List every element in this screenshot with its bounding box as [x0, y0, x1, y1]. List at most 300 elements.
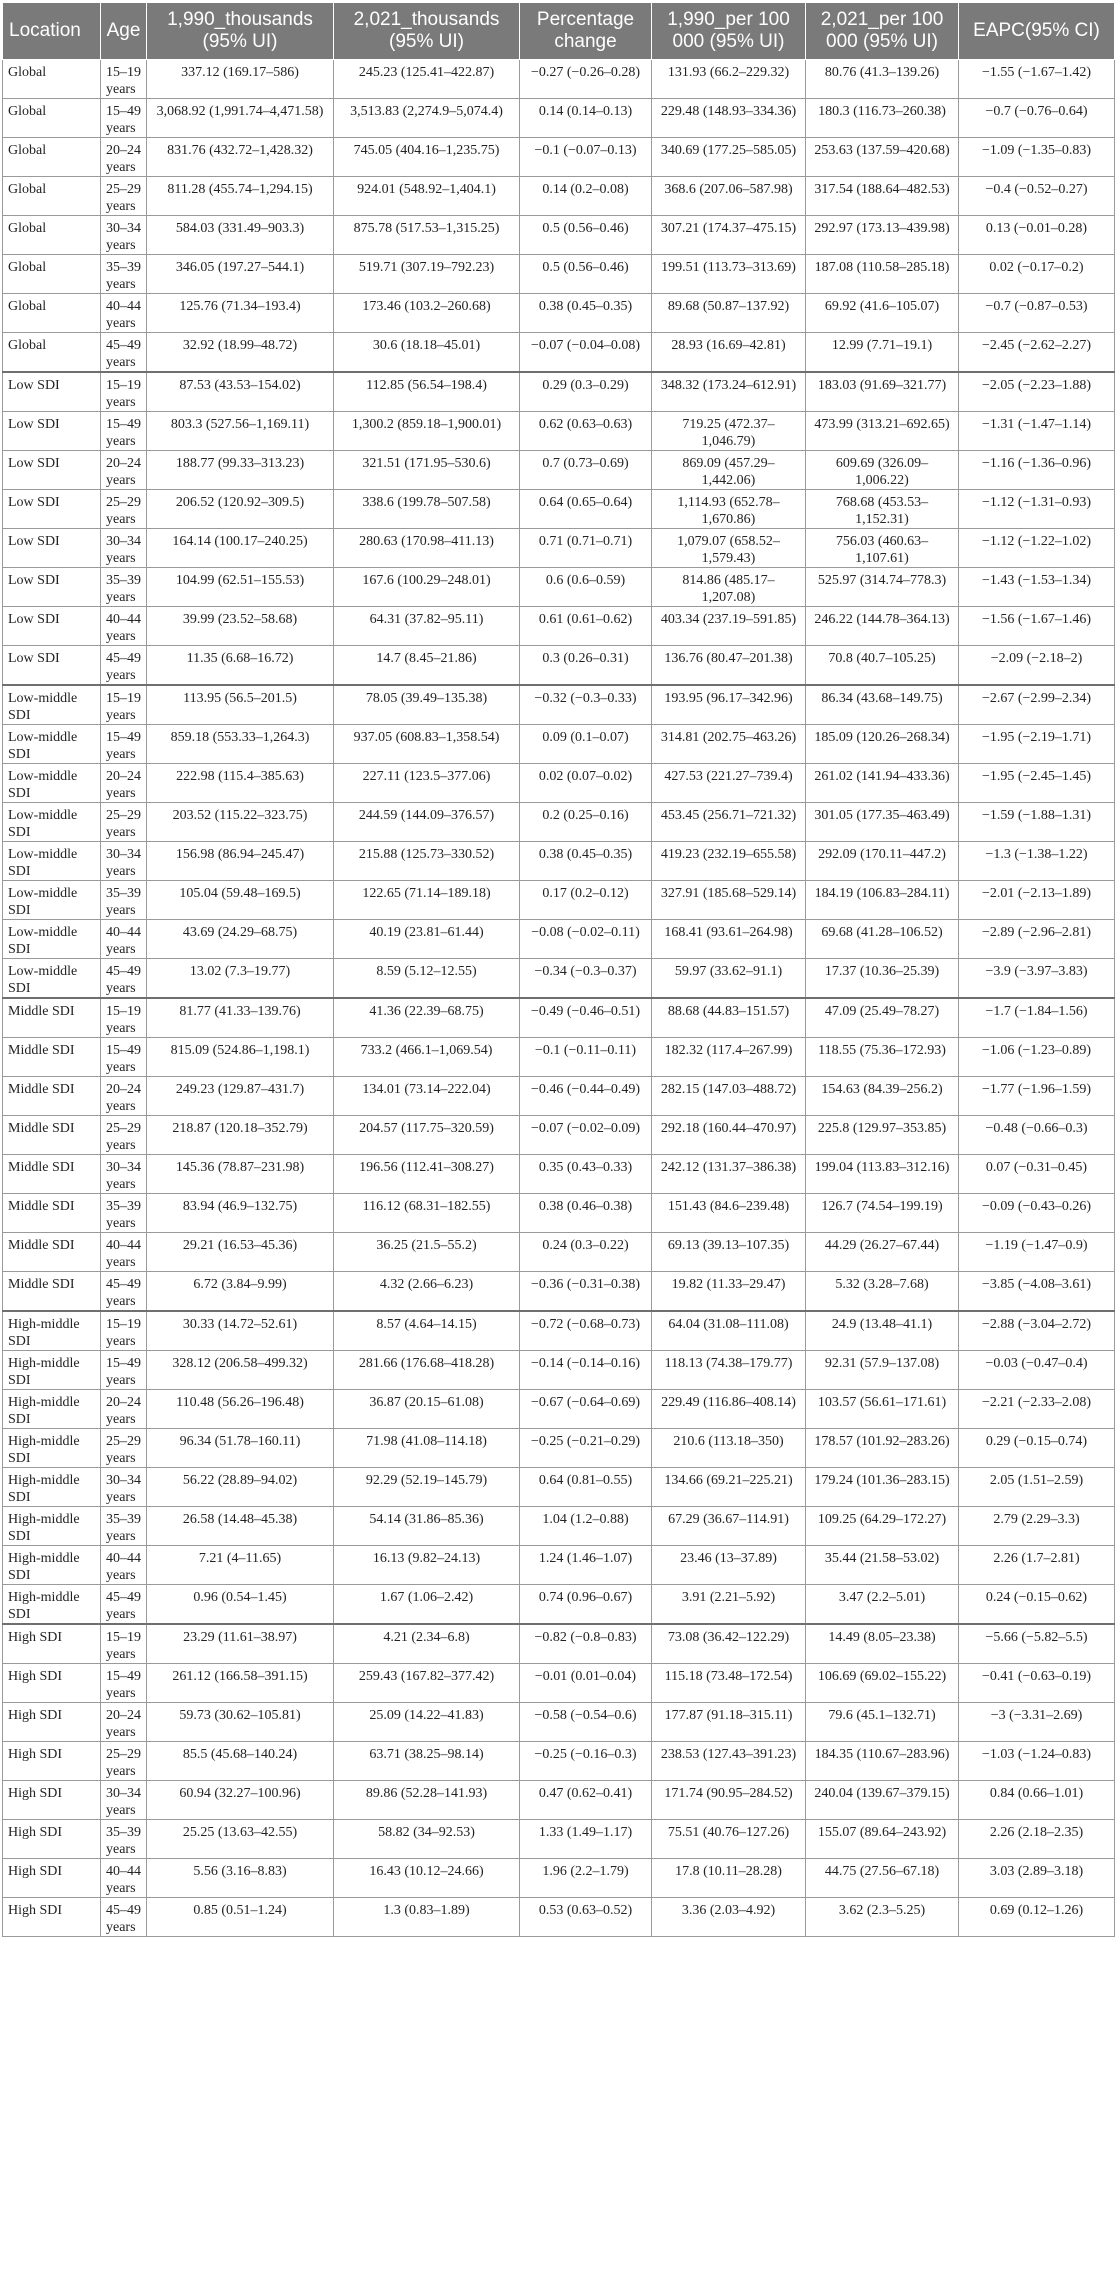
- cell-age: 40–44 years: [101, 294, 147, 333]
- cell-2021-per-100000: 47.09 (25.49–78.27): [806, 998, 959, 1038]
- cell-location: High-middle SDI: [3, 1311, 101, 1351]
- cell-eapc: −0.7 (−0.87–0.53): [959, 294, 1115, 333]
- cell-percentage-change: 0.17 (0.2–0.12): [520, 881, 652, 920]
- cell-eapc: −5.66 (−5.82–5.5): [959, 1624, 1115, 1664]
- cell-2021-per-100000: 69.92 (41.6–105.07): [806, 294, 959, 333]
- cell-1990-per-100000: 134.66 (69.21–225.21): [652, 1468, 806, 1507]
- cell-location: Low-middle SDI: [3, 959, 101, 999]
- cell-2021-per-100000: 44.29 (26.27–67.44): [806, 1233, 959, 1272]
- cell-2021-thousands: 173.46 (103.2–260.68): [334, 294, 520, 333]
- cell-1990-per-100000: 118.13 (74.38–179.77): [652, 1351, 806, 1390]
- cell-location: High SDI: [3, 1820, 101, 1859]
- table-row: [3, 881, 1115, 920]
- cell-eapc: −1.7 (−1.84–1.56): [959, 998, 1115, 1038]
- cell-2021-thousands: 36.25 (21.5–55.2): [334, 1233, 520, 1272]
- cell-2021-per-100000: 35.44 (21.58–53.02): [806, 1546, 959, 1585]
- cell-2021-per-100000: 154.63 (84.39–256.2): [806, 1077, 959, 1116]
- cell-2021-thousands: 4.32 (2.66–6.23): [334, 1272, 520, 1312]
- cell-1990-per-100000: 67.29 (36.67–114.91): [652, 1507, 806, 1546]
- table-row: [3, 1742, 1115, 1781]
- cell-2021-thousands: 58.82 (34–92.53): [334, 1820, 520, 1859]
- cell-2021-per-100000: 178.57 (101.92–283.26): [806, 1429, 959, 1468]
- cell-percentage-change: −0.25 (−0.16–0.3): [520, 1742, 652, 1781]
- table-row: [3, 1233, 1115, 1272]
- cell-percentage-change: −0.72 (−0.68–0.73): [520, 1311, 652, 1351]
- cell-1990-per-100000: 719.25 (472.37–1,046.79): [652, 412, 806, 451]
- cell-2021-per-100000: 92.31 (57.9–137.08): [806, 1351, 959, 1390]
- cell-age: 20–24 years: [101, 138, 147, 177]
- cell-1990-per-100000: 419.23 (232.19–655.58): [652, 842, 806, 881]
- cell-age: 15–49 years: [101, 412, 147, 451]
- cell-eapc: 0.07 (−0.31–0.45): [959, 1155, 1115, 1194]
- cell-1990-thousands: 81.77 (41.33–139.76): [147, 998, 334, 1038]
- cell-2021-thousands: 937.05 (608.83–1,358.54): [334, 725, 520, 764]
- cell-age: 45–49 years: [101, 646, 147, 686]
- cell-2021-thousands: 1,300.2 (859.18–1,900.01): [334, 412, 520, 451]
- cell-1990-per-100000: 64.04 (31.08–111.08): [652, 1311, 806, 1351]
- cell-2021-per-100000: 184.35 (110.67–283.96): [806, 1742, 959, 1781]
- header-2021-thousands: 2,021_thousands (95% UI): [334, 3, 520, 60]
- cell-age: 15–49 years: [101, 99, 147, 138]
- cell-percentage-change: 1.24 (1.46–1.07): [520, 1546, 652, 1585]
- cell-age: 30–34 years: [101, 216, 147, 255]
- cell-location: High SDI: [3, 1664, 101, 1703]
- cell-percentage-change: 0.14 (0.14–0.13): [520, 99, 652, 138]
- cell-eapc: −2.67 (−2.99–2.34): [959, 685, 1115, 725]
- cell-1990-per-100000: 59.97 (33.62–91.1): [652, 959, 806, 999]
- cell-1990-thousands: 39.99 (23.52–58.68): [147, 607, 334, 646]
- cell-2021-thousands: 122.65 (71.14–189.18): [334, 881, 520, 920]
- cell-2021-thousands: 338.6 (199.78–507.58): [334, 490, 520, 529]
- cell-age: 40–44 years: [101, 1546, 147, 1585]
- cell-2021-per-100000: 184.19 (106.83–284.11): [806, 881, 959, 920]
- cell-eapc: −0.09 (−0.43–0.26): [959, 1194, 1115, 1233]
- cell-eapc: 2.05 (1.51–2.59): [959, 1468, 1115, 1507]
- cell-1990-per-100000: 3.91 (2.21–5.92): [652, 1585, 806, 1625]
- cell-age: 15–49 years: [101, 1664, 147, 1703]
- cell-percentage-change: 0.71 (0.71–0.71): [520, 529, 652, 568]
- cell-1990-thousands: 59.73 (30.62–105.81): [147, 1703, 334, 1742]
- cell-1990-thousands: 104.99 (62.51–155.53): [147, 568, 334, 607]
- table-row: [3, 255, 1115, 294]
- cell-percentage-change: 0.64 (0.81–0.55): [520, 1468, 652, 1507]
- table-row: [3, 1311, 1115, 1351]
- cell-location: Global: [3, 99, 101, 138]
- header-1990-thousands: 1,990_thousands (95% UI): [147, 3, 334, 60]
- cell-location: Low SDI: [3, 646, 101, 686]
- cell-1990-thousands: 249.23 (129.87–431.7): [147, 1077, 334, 1116]
- cell-1990-thousands: 815.09 (524.86–1,198.1): [147, 1038, 334, 1077]
- table-row: [3, 568, 1115, 607]
- cell-1990-thousands: 85.5 (45.68–140.24): [147, 1742, 334, 1781]
- cell-2021-per-100000: 103.57 (56.61–171.61): [806, 1390, 959, 1429]
- table-row: [3, 294, 1115, 333]
- cell-percentage-change: −0.1 (−0.07–0.13): [520, 138, 652, 177]
- cell-location: Middle SDI: [3, 1272, 101, 1312]
- cell-1990-per-100000: 229.48 (148.93–334.36): [652, 99, 806, 138]
- cell-location: High SDI: [3, 1859, 101, 1898]
- cell-1990-per-100000: 171.74 (90.95–284.52): [652, 1781, 806, 1820]
- cell-2021-thousands: 215.88 (125.73–330.52): [334, 842, 520, 881]
- table-row: [3, 842, 1115, 881]
- table-row: [3, 920, 1115, 959]
- cell-percentage-change: 0.5 (0.56–0.46): [520, 255, 652, 294]
- cell-age: 35–39 years: [101, 1507, 147, 1546]
- cell-1990-thousands: 188.77 (99.33–313.23): [147, 451, 334, 490]
- cell-2021-per-100000: 768.68 (453.53–1,152.31): [806, 490, 959, 529]
- cell-2021-per-100000: 473.99 (313.21–692.65): [806, 412, 959, 451]
- cell-1990-thousands: 261.12 (166.58–391.15): [147, 1664, 334, 1703]
- cell-1990-thousands: 584.03 (331.49–903.3): [147, 216, 334, 255]
- cell-1990-thousands: 105.04 (59.48–169.5): [147, 881, 334, 920]
- cell-age: 20–24 years: [101, 1390, 147, 1429]
- table-row: [3, 99, 1115, 138]
- table-row: [3, 607, 1115, 646]
- cell-2021-per-100000: 301.05 (177.35–463.49): [806, 803, 959, 842]
- cell-1990-per-100000: 23.46 (13–37.89): [652, 1546, 806, 1585]
- cell-percentage-change: 0.29 (0.3–0.29): [520, 372, 652, 412]
- cell-1990-thousands: 222.98 (115.4–385.63): [147, 764, 334, 803]
- table-row: [3, 1468, 1115, 1507]
- cell-location: Low SDI: [3, 568, 101, 607]
- cell-2021-per-100000: 199.04 (113.83–312.16): [806, 1155, 959, 1194]
- cell-age: 30–34 years: [101, 529, 147, 568]
- cell-2021-thousands: 54.14 (31.86–85.36): [334, 1507, 520, 1546]
- cell-2021-per-100000: 246.22 (144.78–364.13): [806, 607, 959, 646]
- cell-age: 40–44 years: [101, 1859, 147, 1898]
- cell-percentage-change: −0.34 (−0.3–0.37): [520, 959, 652, 999]
- table-row: [3, 372, 1115, 412]
- cell-1990-thousands: 0.85 (0.51–1.24): [147, 1898, 334, 1937]
- cell-location: Global: [3, 177, 101, 216]
- cell-2021-thousands: 3,513.83 (2,274.9–5,074.4): [334, 99, 520, 138]
- table-row: [3, 764, 1115, 803]
- cell-age: 35–39 years: [101, 568, 147, 607]
- cell-1990-thousands: 218.87 (120.18–352.79): [147, 1116, 334, 1155]
- table-row: [3, 1038, 1115, 1077]
- cell-location: High-middle SDI: [3, 1585, 101, 1625]
- cell-1990-thousands: 87.53 (43.53–154.02): [147, 372, 334, 412]
- table-row: [3, 803, 1115, 842]
- header-eapc: EAPC(95% CI): [959, 3, 1115, 60]
- cell-percentage-change: −0.25 (−0.21–0.29): [520, 1429, 652, 1468]
- cell-2021-thousands: 321.51 (171.95–530.6): [334, 451, 520, 490]
- cell-eapc: 0.13 (−0.01–0.28): [959, 216, 1115, 255]
- cell-location: Middle SDI: [3, 1116, 101, 1155]
- cell-location: Middle SDI: [3, 1233, 101, 1272]
- cell-2021-thousands: 64.31 (37.82–95.11): [334, 607, 520, 646]
- cell-1990-thousands: 43.69 (24.29–68.75): [147, 920, 334, 959]
- cell-1990-per-100000: 453.45 (256.71–721.32): [652, 803, 806, 842]
- cell-eapc: −2.89 (−2.96–2.81): [959, 920, 1115, 959]
- cell-eapc: −2.01 (−2.13–1.89): [959, 881, 1115, 920]
- cell-1990-per-100000: 89.68 (50.87–137.92): [652, 294, 806, 333]
- cell-age: 15–19 years: [101, 1624, 147, 1664]
- cell-location: Low-middle SDI: [3, 881, 101, 920]
- cell-location: Middle SDI: [3, 1077, 101, 1116]
- cell-1990-per-100000: 368.6 (207.06–587.98): [652, 177, 806, 216]
- table-row: [3, 1781, 1115, 1820]
- cell-eapc: −2.21 (−2.33–2.08): [959, 1390, 1115, 1429]
- cell-eapc: −1.03 (−1.24–0.83): [959, 1742, 1115, 1781]
- cell-percentage-change: −0.27 (−0.26–0.28): [520, 60, 652, 99]
- cell-eapc: 0.29 (−0.15–0.74): [959, 1429, 1115, 1468]
- cell-age: 45–49 years: [101, 1272, 147, 1312]
- cell-location: High-middle SDI: [3, 1468, 101, 1507]
- cell-2021-per-100000: 317.54 (188.64–482.53): [806, 177, 959, 216]
- cell-location: Global: [3, 333, 101, 373]
- table-row: [3, 451, 1115, 490]
- cell-percentage-change: 0.61 (0.61–0.62): [520, 607, 652, 646]
- cell-1990-thousands: 125.76 (71.34–193.4): [147, 294, 334, 333]
- cell-2021-per-100000: 17.37 (10.36–25.39): [806, 959, 959, 999]
- cell-2021-thousands: 245.23 (125.41–422.87): [334, 60, 520, 99]
- cell-1990-per-100000: 1,114.93 (652.78–1,670.86): [652, 490, 806, 529]
- cell-2021-per-100000: 292.97 (173.13–439.98): [806, 216, 959, 255]
- cell-1990-thousands: 60.94 (32.27–100.96): [147, 1781, 334, 1820]
- cell-1990-per-100000: 242.12 (131.37–386.38): [652, 1155, 806, 1194]
- cell-eapc: −1.16 (−1.36–0.96): [959, 451, 1115, 490]
- table-row: [3, 1664, 1115, 1703]
- cell-age: 30–34 years: [101, 1155, 147, 1194]
- cell-percentage-change: −0.01 (0.01–0.04): [520, 1664, 652, 1703]
- table-header-row: [3, 3, 1115, 60]
- cell-location: Low-middle SDI: [3, 842, 101, 881]
- cell-eapc: −3 (−3.31–2.69): [959, 1703, 1115, 1742]
- cell-eapc: −0.41 (−0.63–0.19): [959, 1664, 1115, 1703]
- cell-location: Global: [3, 60, 101, 99]
- table-row: [3, 1546, 1115, 1585]
- cell-age: 15–19 years: [101, 372, 147, 412]
- cell-percentage-change: −0.32 (−0.3–0.33): [520, 685, 652, 725]
- cell-2021-per-100000: 756.03 (460.63–1,107.61): [806, 529, 959, 568]
- cell-location: High-middle SDI: [3, 1351, 101, 1390]
- cell-1990-per-100000: 88.68 (44.83–151.57): [652, 998, 806, 1038]
- cell-eapc: 2.79 (2.29–3.3): [959, 1507, 1115, 1546]
- cell-location: Low SDI: [3, 412, 101, 451]
- table-row: [3, 685, 1115, 725]
- cell-percentage-change: 0.47 (0.62–0.41): [520, 1781, 652, 1820]
- cell-1990-thousands: 5.56 (3.16–8.83): [147, 1859, 334, 1898]
- table-row: [3, 725, 1115, 764]
- cell-1990-thousands: 83.94 (46.9–132.75): [147, 1194, 334, 1233]
- cell-age: 35–39 years: [101, 881, 147, 920]
- cell-eapc: 2.26 (1.7–2.81): [959, 1546, 1115, 1585]
- cell-2021-per-100000: 86.34 (43.68–149.75): [806, 685, 959, 725]
- cell-1990-thousands: 156.98 (86.94–245.47): [147, 842, 334, 881]
- cell-2021-thousands: 733.2 (466.1–1,069.54): [334, 1038, 520, 1077]
- cell-1990-per-100000: 869.09 (457.29–1,442.06): [652, 451, 806, 490]
- cell-2021-per-100000: 183.03 (91.69–321.77): [806, 372, 959, 412]
- cell-2021-per-100000: 3.47 (2.2–5.01): [806, 1585, 959, 1625]
- cell-eapc: −1.56 (−1.67–1.46): [959, 607, 1115, 646]
- cell-location: High SDI: [3, 1898, 101, 1937]
- cell-2021-thousands: 41.36 (22.39–68.75): [334, 998, 520, 1038]
- cell-eapc: −0.03 (−0.47–0.4): [959, 1351, 1115, 1390]
- cell-age: 25–29 years: [101, 1742, 147, 1781]
- cell-1990-thousands: 11.35 (6.68–16.72): [147, 646, 334, 686]
- cell-2021-per-100000: 292.09 (170.11–447.2): [806, 842, 959, 881]
- cell-1990-per-100000: 177.87 (91.18–315.11): [652, 1703, 806, 1742]
- header-2021-per-100000: 2,021_per 100 000 (95% UI): [806, 3, 959, 60]
- cell-2021-per-100000: 3.62 (2.3–5.25): [806, 1898, 959, 1937]
- cell-location: High-middle SDI: [3, 1507, 101, 1546]
- cell-age: 30–34 years: [101, 842, 147, 881]
- cell-eapc: −1.09 (−1.35–0.83): [959, 138, 1115, 177]
- cell-age: 35–39 years: [101, 1820, 147, 1859]
- cell-location: Low SDI: [3, 451, 101, 490]
- cell-location: Low-middle SDI: [3, 725, 101, 764]
- cell-eapc: −2.88 (−3.04–2.72): [959, 1311, 1115, 1351]
- cell-location: Middle SDI: [3, 1155, 101, 1194]
- cell-location: High-middle SDI: [3, 1546, 101, 1585]
- table-row: [3, 1390, 1115, 1429]
- cell-2021-per-100000: 14.49 (8.05–23.38): [806, 1624, 959, 1664]
- cell-2021-thousands: 92.29 (52.19–145.79): [334, 1468, 520, 1507]
- cell-eapc: −1.12 (−1.22–1.02): [959, 529, 1115, 568]
- cell-age: 30–34 years: [101, 1781, 147, 1820]
- cell-percentage-change: −0.07 (−0.02–0.09): [520, 1116, 652, 1155]
- table-row: [3, 1194, 1115, 1233]
- cell-age: 45–49 years: [101, 959, 147, 999]
- cell-percentage-change: −0.58 (−0.54–0.6): [520, 1703, 652, 1742]
- header-age: Age: [101, 3, 147, 60]
- cell-eapc: −1.95 (−2.19–1.71): [959, 725, 1115, 764]
- cell-age: 20–24 years: [101, 451, 147, 490]
- cell-1990-per-100000: 238.53 (127.43–391.23): [652, 1742, 806, 1781]
- cell-1990-per-100000: 28.93 (16.69–42.81): [652, 333, 806, 373]
- cell-2021-per-100000: 126.7 (74.54–199.19): [806, 1194, 959, 1233]
- cell-age: 15–19 years: [101, 685, 147, 725]
- cell-age: 25–29 years: [101, 803, 147, 842]
- cell-1990-thousands: 6.72 (3.84–9.99): [147, 1272, 334, 1312]
- cell-2021-per-100000: 118.55 (75.36–172.93): [806, 1038, 959, 1077]
- cell-location: High SDI: [3, 1703, 101, 1742]
- cell-2021-thousands: 281.66 (176.68–418.28): [334, 1351, 520, 1390]
- cell-age: 15–49 years: [101, 1038, 147, 1077]
- cell-1990-per-100000: 182.32 (117.4–267.99): [652, 1038, 806, 1077]
- cell-eapc: 2.26 (2.18–2.35): [959, 1820, 1115, 1859]
- header-location: Location: [3, 3, 101, 60]
- cell-location: High-middle SDI: [3, 1429, 101, 1468]
- cell-age: 40–44 years: [101, 1233, 147, 1272]
- cell-1990-per-100000: 17.8 (10.11–28.28): [652, 1859, 806, 1898]
- cell-2021-per-100000: 185.09 (120.26–268.34): [806, 725, 959, 764]
- cell-percentage-change: 0.02 (0.07–0.02): [520, 764, 652, 803]
- table-row: [3, 646, 1115, 686]
- cell-1990-per-100000: 427.53 (221.27–739.4): [652, 764, 806, 803]
- cell-percentage-change: −0.08 (−0.02–0.11): [520, 920, 652, 959]
- cell-2021-per-100000: 609.69 (326.09–1,006.22): [806, 451, 959, 490]
- cell-1990-per-100000: 229.49 (116.86–408.14): [652, 1390, 806, 1429]
- table-row: [3, 177, 1115, 216]
- cell-1990-per-100000: 73.08 (36.42–122.29): [652, 1624, 806, 1664]
- cell-age: 15–49 years: [101, 725, 147, 764]
- cell-1990-per-100000: 193.95 (96.17–342.96): [652, 685, 806, 725]
- header-percentage-change: Percentage change: [520, 3, 652, 60]
- cell-eapc: −0.7 (−0.76–0.64): [959, 99, 1115, 138]
- cell-2021-thousands: 89.86 (52.28–141.93): [334, 1781, 520, 1820]
- table-row: [3, 1429, 1115, 1468]
- table-row: [3, 1585, 1115, 1625]
- cell-1990-thousands: 25.25 (13.63–42.55): [147, 1820, 334, 1859]
- cell-1990-per-100000: 210.6 (113.18–350): [652, 1429, 806, 1468]
- cell-percentage-change: 0.62 (0.63–0.63): [520, 412, 652, 451]
- cell-2021-per-100000: 12.99 (7.71–19.1): [806, 333, 959, 373]
- cell-2021-thousands: 40.19 (23.81–61.44): [334, 920, 520, 959]
- cell-1990-thousands: 3,068.92 (1,991.74–4,471.58): [147, 99, 334, 138]
- cell-eapc: −1.95 (−2.45–1.45): [959, 764, 1115, 803]
- cell-percentage-change: 0.38 (0.45–0.35): [520, 842, 652, 881]
- cell-age: 25–29 years: [101, 177, 147, 216]
- table-row: [3, 1272, 1115, 1312]
- cell-1990-thousands: 337.12 (169.17–586): [147, 60, 334, 99]
- cell-1990-thousands: 32.92 (18.99–48.72): [147, 333, 334, 373]
- cell-percentage-change: 0.7 (0.73–0.69): [520, 451, 652, 490]
- cell-2021-thousands: 16.13 (9.82–24.13): [334, 1546, 520, 1585]
- cell-eapc: −1.31 (−1.47–1.14): [959, 412, 1115, 451]
- cell-percentage-change: 0.3 (0.26–0.31): [520, 646, 652, 686]
- cell-percentage-change: −0.07 (−0.04–0.08): [520, 333, 652, 373]
- cell-age: 15–19 years: [101, 60, 147, 99]
- table-row: [3, 138, 1115, 177]
- cell-2021-thousands: 280.63 (170.98–411.13): [334, 529, 520, 568]
- cell-location: Global: [3, 294, 101, 333]
- table-row: [3, 1898, 1115, 1937]
- cell-location: Low-middle SDI: [3, 764, 101, 803]
- cell-percentage-change: 0.53 (0.63–0.52): [520, 1898, 652, 1937]
- cell-2021-per-100000: 225.8 (129.97–353.85): [806, 1116, 959, 1155]
- cell-percentage-change: 0.24 (0.3–0.22): [520, 1233, 652, 1272]
- cell-2021-per-100000: 179.24 (101.36–283.15): [806, 1468, 959, 1507]
- cell-2021-thousands: 30.6 (18.18–45.01): [334, 333, 520, 373]
- cell-location: Global: [3, 255, 101, 294]
- cell-location: Low-middle SDI: [3, 803, 101, 842]
- cell-1990-thousands: 0.96 (0.54–1.45): [147, 1585, 334, 1625]
- table-row: [3, 1077, 1115, 1116]
- table-row: [3, 333, 1115, 373]
- cell-1990-per-100000: 282.15 (147.03–488.72): [652, 1077, 806, 1116]
- cell-percentage-change: −0.1 (−0.11–0.11): [520, 1038, 652, 1077]
- cell-percentage-change: −0.49 (−0.46–0.51): [520, 998, 652, 1038]
- cell-2021-per-100000: 109.25 (64.29–172.27): [806, 1507, 959, 1546]
- cell-eapc: −3.85 (−4.08–3.61): [959, 1272, 1115, 1312]
- cell-2021-thousands: 8.57 (4.64–14.15): [334, 1311, 520, 1351]
- cell-eapc: 0.84 (0.66–1.01): [959, 1781, 1115, 1820]
- cell-percentage-change: 0.64 (0.65–0.64): [520, 490, 652, 529]
- cell-2021-thousands: 1.67 (1.06–2.42): [334, 1585, 520, 1625]
- data-table: [2, 2, 1115, 1937]
- cell-2021-per-100000: 261.02 (141.94–433.36): [806, 764, 959, 803]
- cell-percentage-change: 0.38 (0.46–0.38): [520, 1194, 652, 1233]
- cell-2021-thousands: 1.3 (0.83–1.89): [334, 1898, 520, 1937]
- cell-eapc: −1.43 (−1.53–1.34): [959, 568, 1115, 607]
- cell-age: 35–39 years: [101, 1194, 147, 1233]
- cell-age: 15–49 years: [101, 1351, 147, 1390]
- cell-2021-per-100000: 187.08 (110.58–285.18): [806, 255, 959, 294]
- cell-2021-per-100000: 240.04 (139.67–379.15): [806, 1781, 959, 1820]
- cell-location: High SDI: [3, 1624, 101, 1664]
- cell-age: 20–24 years: [101, 1077, 147, 1116]
- cell-1990-thousands: 328.12 (206.58–499.32): [147, 1351, 334, 1390]
- cell-2021-thousands: 134.01 (73.14–222.04): [334, 1077, 520, 1116]
- cell-location: Middle SDI: [3, 1194, 101, 1233]
- cell-age: 15–19 years: [101, 1311, 147, 1351]
- cell-percentage-change: 0.5 (0.56–0.46): [520, 216, 652, 255]
- cell-2021-thousands: 519.71 (307.19–792.23): [334, 255, 520, 294]
- cell-location: High SDI: [3, 1742, 101, 1781]
- cell-2021-thousands: 196.56 (112.41–308.27): [334, 1155, 520, 1194]
